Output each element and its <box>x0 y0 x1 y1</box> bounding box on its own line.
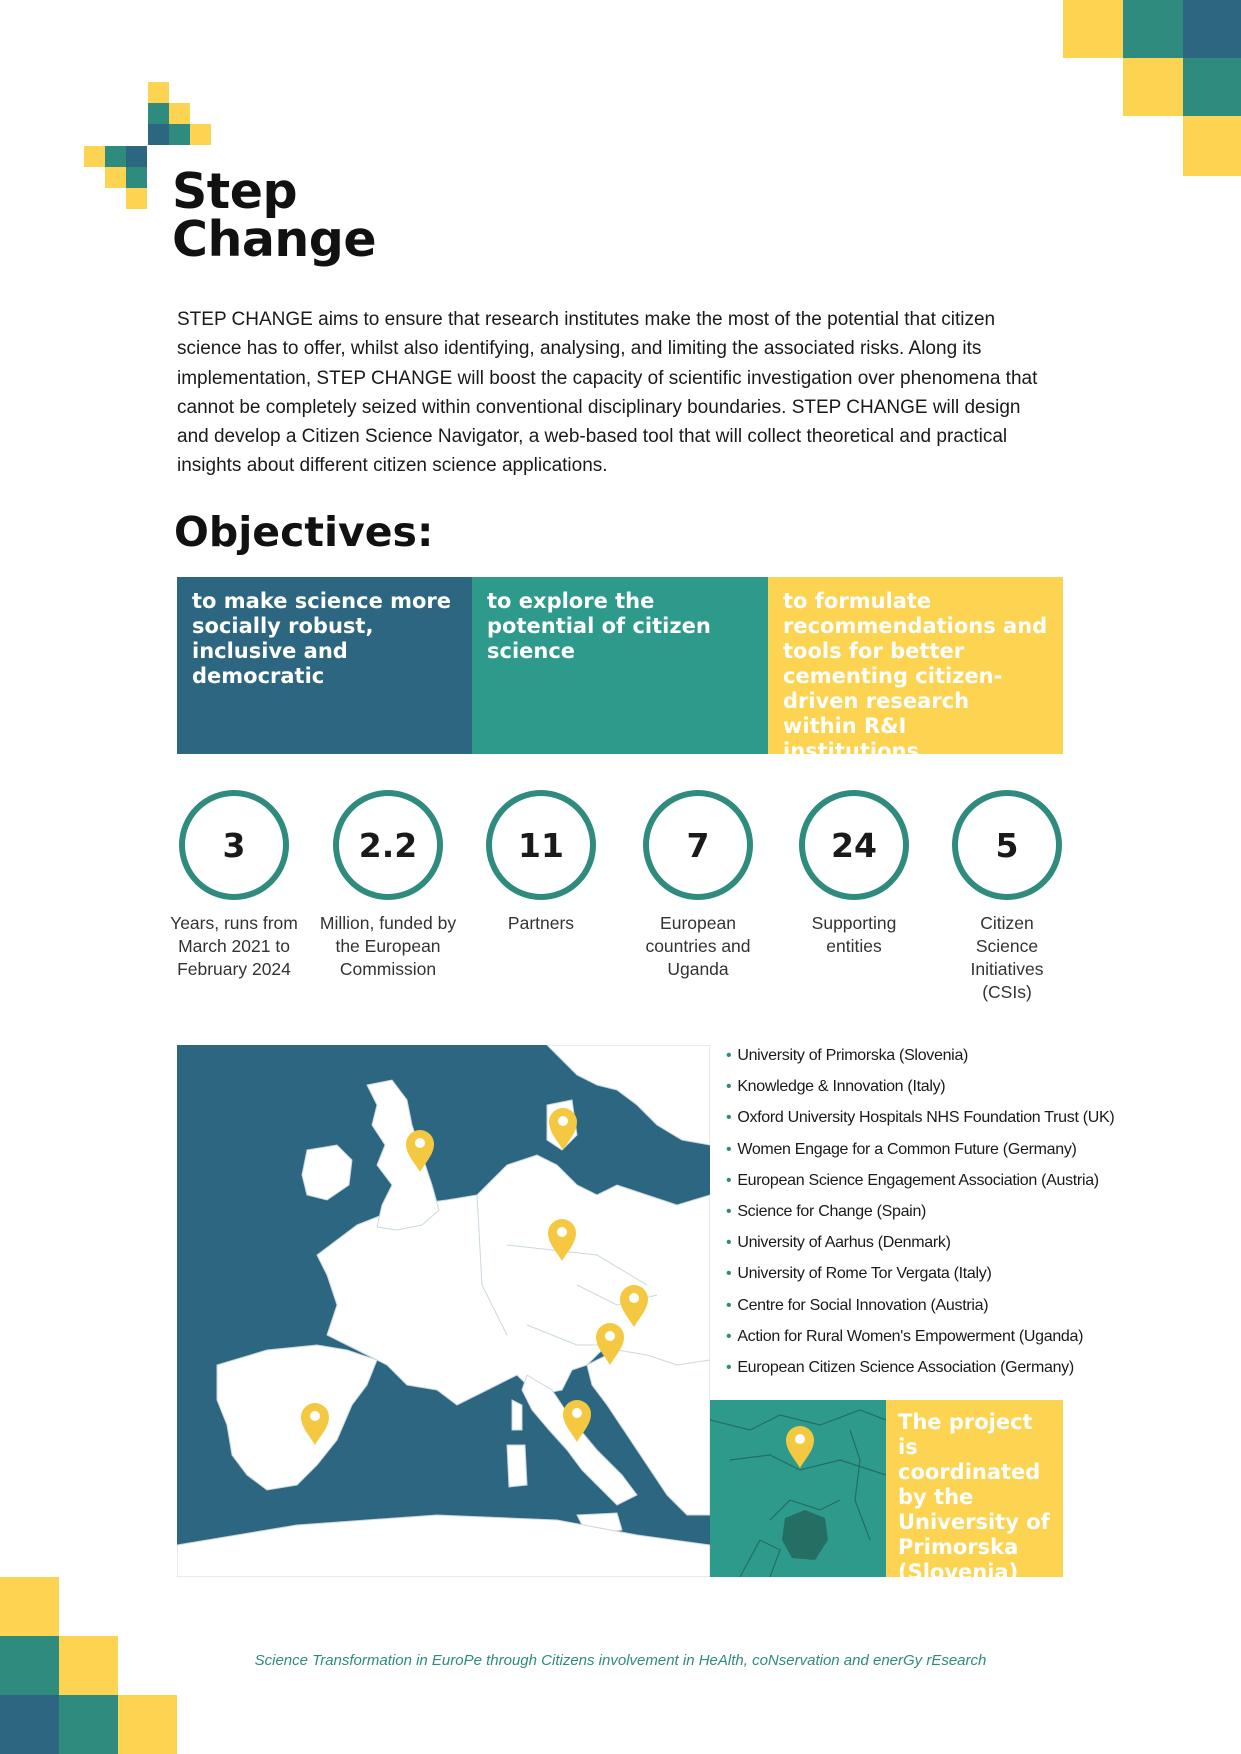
list-item: • Centre for Social Innovation (Austria) <box>726 1296 989 1314</box>
list-item: • Action for Rural Women's Empowerment (Uganda) <box>726 1327 1084 1345</box>
list-item: • Science for Change (Spain) <box>726 1202 927 1220</box>
stat-label: Years, runs from March 2021 to February 2024 <box>170 913 298 979</box>
objectives-heading: Objectives: <box>174 508 434 556</box>
objective-card-2: to explore the potential of citizen science <box>472 577 768 754</box>
stat-ring: 2.2 <box>333 790 443 900</box>
objective-card-1: to make science more socially robust, inclusive and democratic <box>177 577 472 754</box>
stat-supporting-entities <box>774 790 934 958</box>
stat-partners <box>461 790 621 935</box>
list-item: • Oxford University Hospitals NHS Foundation Trust (UK) <box>726 1109 1115 1127</box>
stat-funding <box>308 790 468 981</box>
stat-label: Citizen Science Initiatives (CSIs) <box>970 913 1044 1002</box>
stat-csis <box>927 790 1087 1004</box>
list-item: • University of Primorska (Slovenia) <box>726 1047 969 1064</box>
stat-label: Million, funded by the European Commission <box>319 913 457 979</box>
stat-ring: 11 <box>486 790 596 900</box>
stat-ring: 5 <box>952 790 1062 900</box>
coordinator-box: The project is coordinated by the University of Primorska (Slovenia) <box>886 1400 1063 1577</box>
uganda-map <box>710 1400 886 1577</box>
title-line-change: Change <box>172 211 377 268</box>
stat-years <box>154 790 314 981</box>
list-item: • Women Engage for a Common Future (Germany) <box>726 1140 1077 1158</box>
stat-countries <box>618 790 778 981</box>
list-item: • Knowledge & Innovation (Italy) <box>726 1078 946 1096</box>
objective-card-3: to formulate recommendations and tools for better cementing citizen-driven research within R&I institutions <box>768 577 1063 754</box>
stat-label: Supporting entities <box>811 913 897 956</box>
europe-partner-map <box>177 1045 710 1577</box>
partners-list <box>726 1040 1114 1383</box>
list-item: • European Science Engagement Association (Austria) <box>726 1171 1099 1189</box>
footer-tagline: Science Transformation in EuroPe through Citizens involvement in HeAlth, coNservation and enerGy rEsearch <box>254 1652 987 1669</box>
intro-paragraph: STEP CHANGE aims to ensure that research institutes make the most of the potential that citizen science has to offer, whilst also identifying, analysing, and limiting the associated risks. Along its implementation, STEP CHANGE will boost the capacity of scientific investigation over phenomena that cannot be completely seized within conventional disciplinary boundaries. STEP CHANGE will design and develop a Citizen Science Navigator, a web-based tool that will collect theoretical and practical insights about different citizen science applications. <box>177 309 1038 477</box>
stat-ring: 3 <box>179 790 289 900</box>
list-item: • European Citizen Science Association (Germany) <box>726 1358 1074 1376</box>
list-item: • University of Aarhus (Denmark) <box>726 1234 951 1252</box>
stat-ring: 24 <box>799 790 909 900</box>
title-line-step: Step <box>172 163 298 220</box>
page-title <box>172 163 377 268</box>
stat-ring: 7 <box>643 790 753 900</box>
stat-label: Partners <box>507 913 575 933</box>
list-item: • University of Rome Tor Vergata (Italy) <box>726 1265 992 1283</box>
stat-label: European countries and Uganda <box>645 913 751 979</box>
